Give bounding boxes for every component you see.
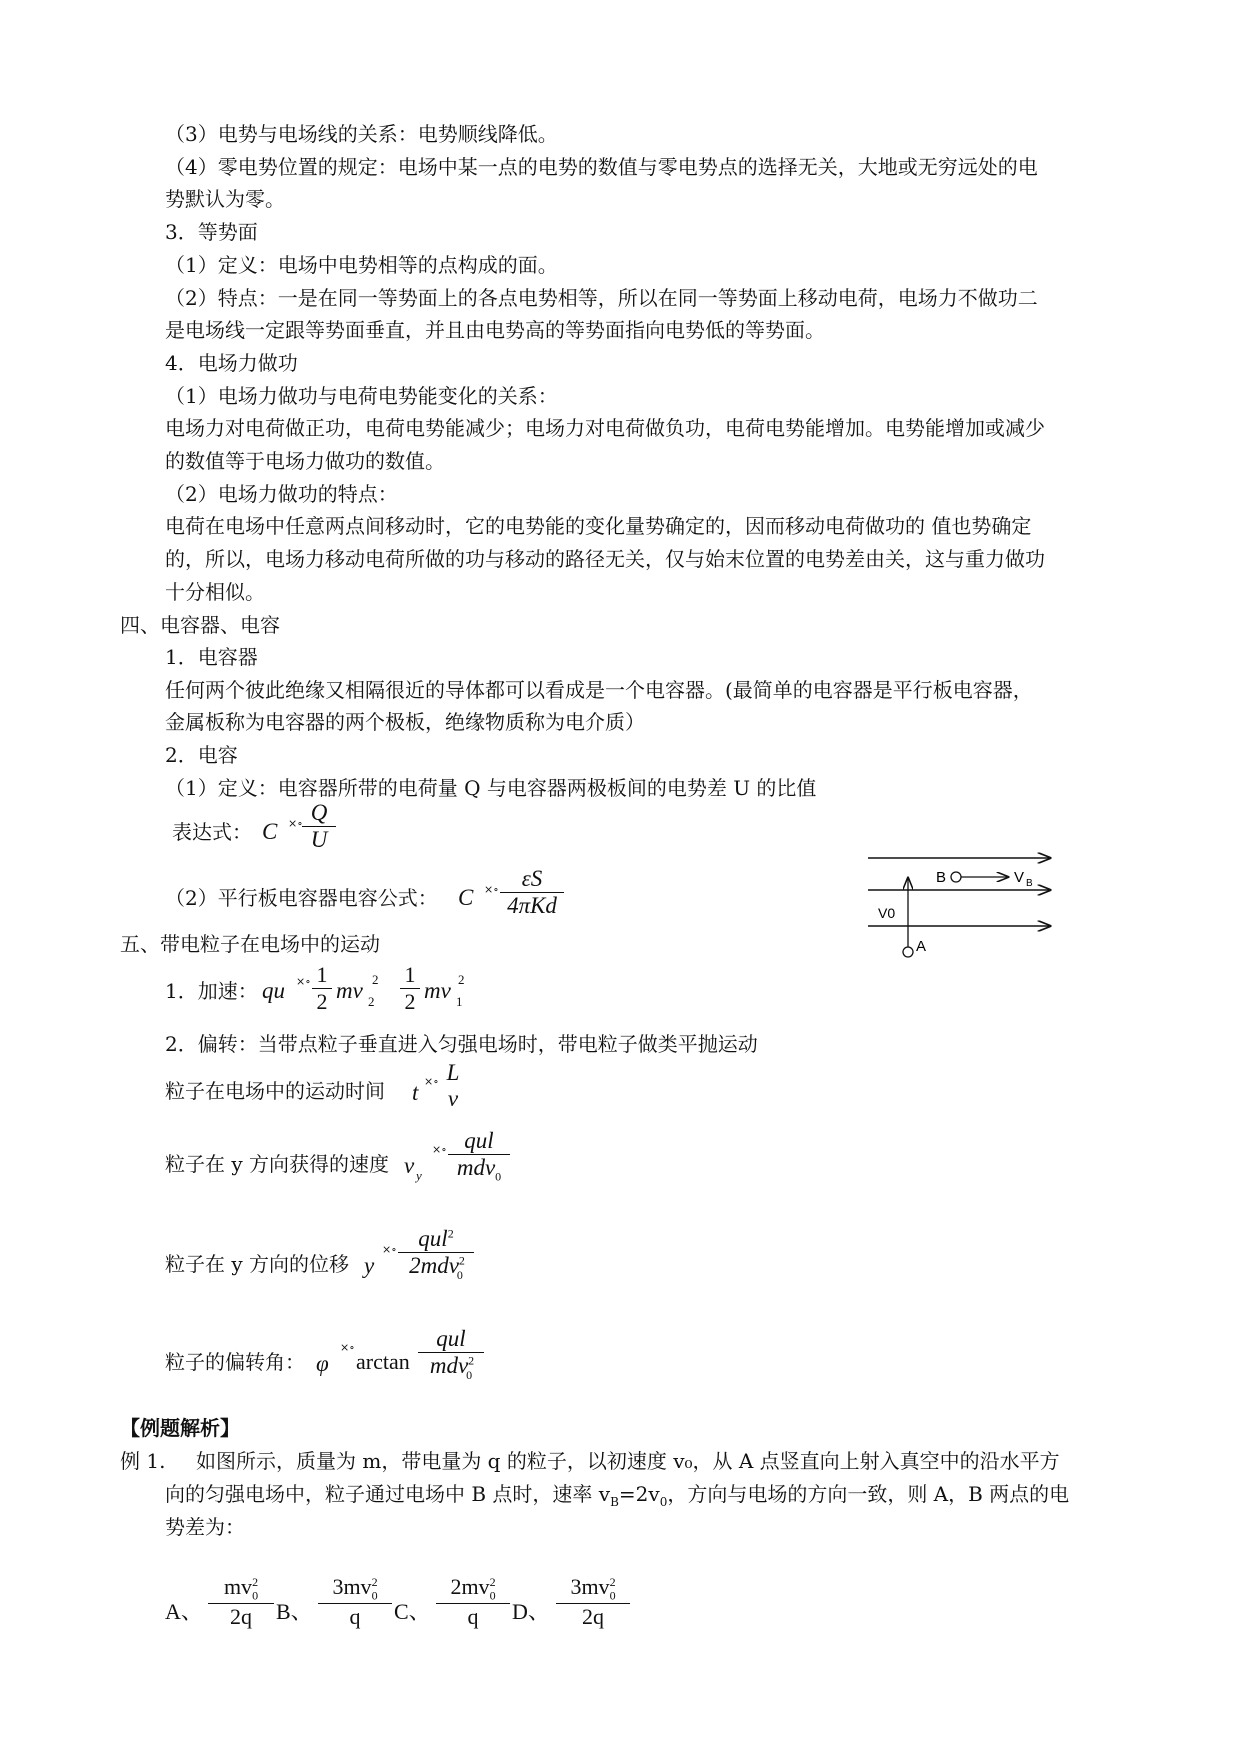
denominator: 2 [404,989,416,1014]
text-line: 势差为： [165,1515,245,1539]
section-heading: 四、电容器、电容 [120,613,280,637]
text-line: （4）零电势位置的规定：电场中某一点的电势的数值与零电势点的选择无关，大地或无穷远处的电 [165,155,1038,179]
numerator: Q [310,800,328,825]
equals-glyph: ×∘ [424,1075,439,1088]
text-line: 向的匀强电场中，粒子通过电场中 B 点时，速率 $v_B=2v_0$，方向与电场的方向一致，则 A，B 两点的电 [165,1482,1070,1509]
equals-glyph: ×∘ [296,975,311,988]
math-symbol: mv [336,978,363,1003]
math-symbol: φ [316,1351,329,1376]
formula-label: 表达式： [172,820,252,844]
fraction-half [312,962,332,1015]
fraction-capacitance [500,866,564,919]
math-symbol: y [364,1253,375,1278]
section-heading: 1．电容器 [165,645,258,669]
numerator: $3mv_0^2$ [332,1574,378,1603]
numerator: qul [436,1326,466,1351]
option-c-fraction [436,1574,510,1630]
text-line: 如图所示，质量为 m，带电量为 q 的粒子，以初速度 v₀，从 A 点竖直向上射入真空中的沿水平方 [196,1449,1060,1473]
text-line: 金属板称为电容器的两个极板，绝缘物质称为电介质） [165,710,645,734]
fraction-vy [448,1128,510,1185]
equals-glyph: ×∘ [340,1341,355,1354]
vb-label: V [1014,869,1025,886]
math-symbol: C [262,819,278,844]
numerator: L [446,1060,460,1085]
denominator: 2mdv$^2_0$ [409,1253,465,1282]
denominator: mdv$_0$ [456,1155,502,1184]
text-line: （2）电场力做功的特点： [165,482,398,506]
superscript: 2 [372,972,379,987]
formula-label: （2）平行板电容器电容公式： [165,886,438,910]
superscript: 2 [458,972,465,987]
text-line: 的数值等于电场力做功的数值。 [165,449,445,473]
option-a-label: A、 [165,1599,203,1624]
numerator: $2mv_0^2$ [450,1574,496,1603]
numerator: qul$^2$ [418,1226,454,1251]
fraction-y [398,1226,474,1283]
vb-subscript: B [1026,878,1033,889]
text-line: 任何两个彼此绝缘又相隔很近的导体都可以看成是一个电容器。(最简单的电容器是平行板电容器， [165,678,1033,702]
math-symbol: t [412,1080,419,1105]
numerator: qul [464,1128,494,1153]
formula-label: 粒子在电场中的运动时间 [165,1079,385,1103]
option-d-fraction [556,1574,630,1630]
denominator: U [310,827,328,852]
text-line: （1）定义：电容器所带的电荷量 Q 与电容器两极板间的电势差 U 的比值 [165,776,817,800]
option-d-label: D、 [512,1599,550,1624]
option-a-fraction [208,1574,274,1630]
text-line: 是电场线一定跟等势面垂直，并且由电势高的等势面指向电势低的等势面。 [165,318,825,342]
denominator: q [349,1604,361,1630]
fraction-q-over-u [302,800,336,853]
formula-label: 粒子在 y 方向获得的速度 [165,1152,390,1176]
denominator: mdv$^2_0$ [429,1353,475,1382]
point-b-marker [951,872,961,882]
math-symbol: C [458,885,474,910]
math-symbol: v [404,1153,415,1178]
field-diagram [860,848,1060,960]
v0-label: V0 [878,905,896,921]
text-line: 电场力对电荷做正功，电荷电势能减少；电场力对电荷做负功，电荷电势能增加。电势能增加或减少 [165,416,1045,440]
section-heading: 五、带电粒子在电场中的运动 [120,932,380,956]
arctan-text: arctan [356,1349,410,1374]
numerator: $mv_0^2$ [223,1574,259,1603]
math-symbol: mv [424,978,451,1003]
point-a-label: A [916,938,927,955]
option-b-label: B、 [276,1599,313,1624]
option-c-label: C、 [394,1599,431,1624]
numerator: 1 [316,962,328,987]
example-number: 例 1. [120,1449,166,1473]
text-line: 电荷在电场中任意两点间移动时，它的电势能的变化量势确定的，因而移动电荷做功的 值也势确定 [165,514,1032,538]
text-line: 十分相似。 [165,580,265,604]
equals-glyph: ×∘ [288,817,303,830]
denominator: 2 [316,989,328,1014]
formula-label: 粒子在 y 方向的位移 [165,1252,350,1276]
text-line: 的，所以，电场力移动电荷所做的功与移动的路径无关，仅与始末位置的电势差由关，这与重力做功 [165,547,1045,571]
section-heading: 4．电场力做功 [165,351,298,375]
denominator: 4πKd [507,893,557,918]
fraction-l-over-v [440,1060,466,1112]
fraction-phi [418,1326,484,1383]
equals-glyph: ×∘ [432,1143,447,1156]
text-line: （1）定义：电场中电势相等的点构成的面。 [165,253,558,277]
formula-label: 粒子的偏转角： [165,1350,305,1374]
fraction-half [400,962,420,1015]
text-line: （1）电场力做功与电荷电势能变化的关系： [165,384,558,408]
numerator: 1 [404,962,416,987]
text-line: 2．偏转：当带点粒子垂直进入匀强电场时，带电粒子做类平抛运动 [165,1032,758,1056]
denominator: 2q [582,1604,604,1630]
section-heading: 3．等势面 [165,220,258,244]
text-line: 势默认为零。 [165,187,285,211]
section-heading: 2．电容 [165,743,238,767]
numerator: εS [521,866,543,891]
denominator: q [467,1604,479,1630]
math-symbol: qu [262,978,285,1003]
equals-glyph: ×∘ [484,883,499,896]
example-heading: 【例题解析】 [120,1416,240,1440]
point-a-marker [903,947,913,957]
equals-glyph: ×∘ [382,1243,397,1256]
numerator: $3mv_0^2$ [570,1574,616,1603]
text-line: （2）特点：一是在同一等势面上的各点电势相等，所以在同一等势面上移动电荷，电场力不做功二 [165,286,1038,310]
formula-label: 1．加速： [165,979,258,1003]
denominator: v [447,1086,459,1111]
option-b-fraction [318,1574,392,1630]
subscript: 1 [456,994,463,1009]
subscript: y [416,1168,422,1183]
denominator: 2q [230,1604,252,1630]
point-b-label: B [936,869,947,886]
subscript: 2 [368,994,375,1009]
text-line: （3）电势与电场线的关系：电势顺线降低。 [165,122,558,146]
